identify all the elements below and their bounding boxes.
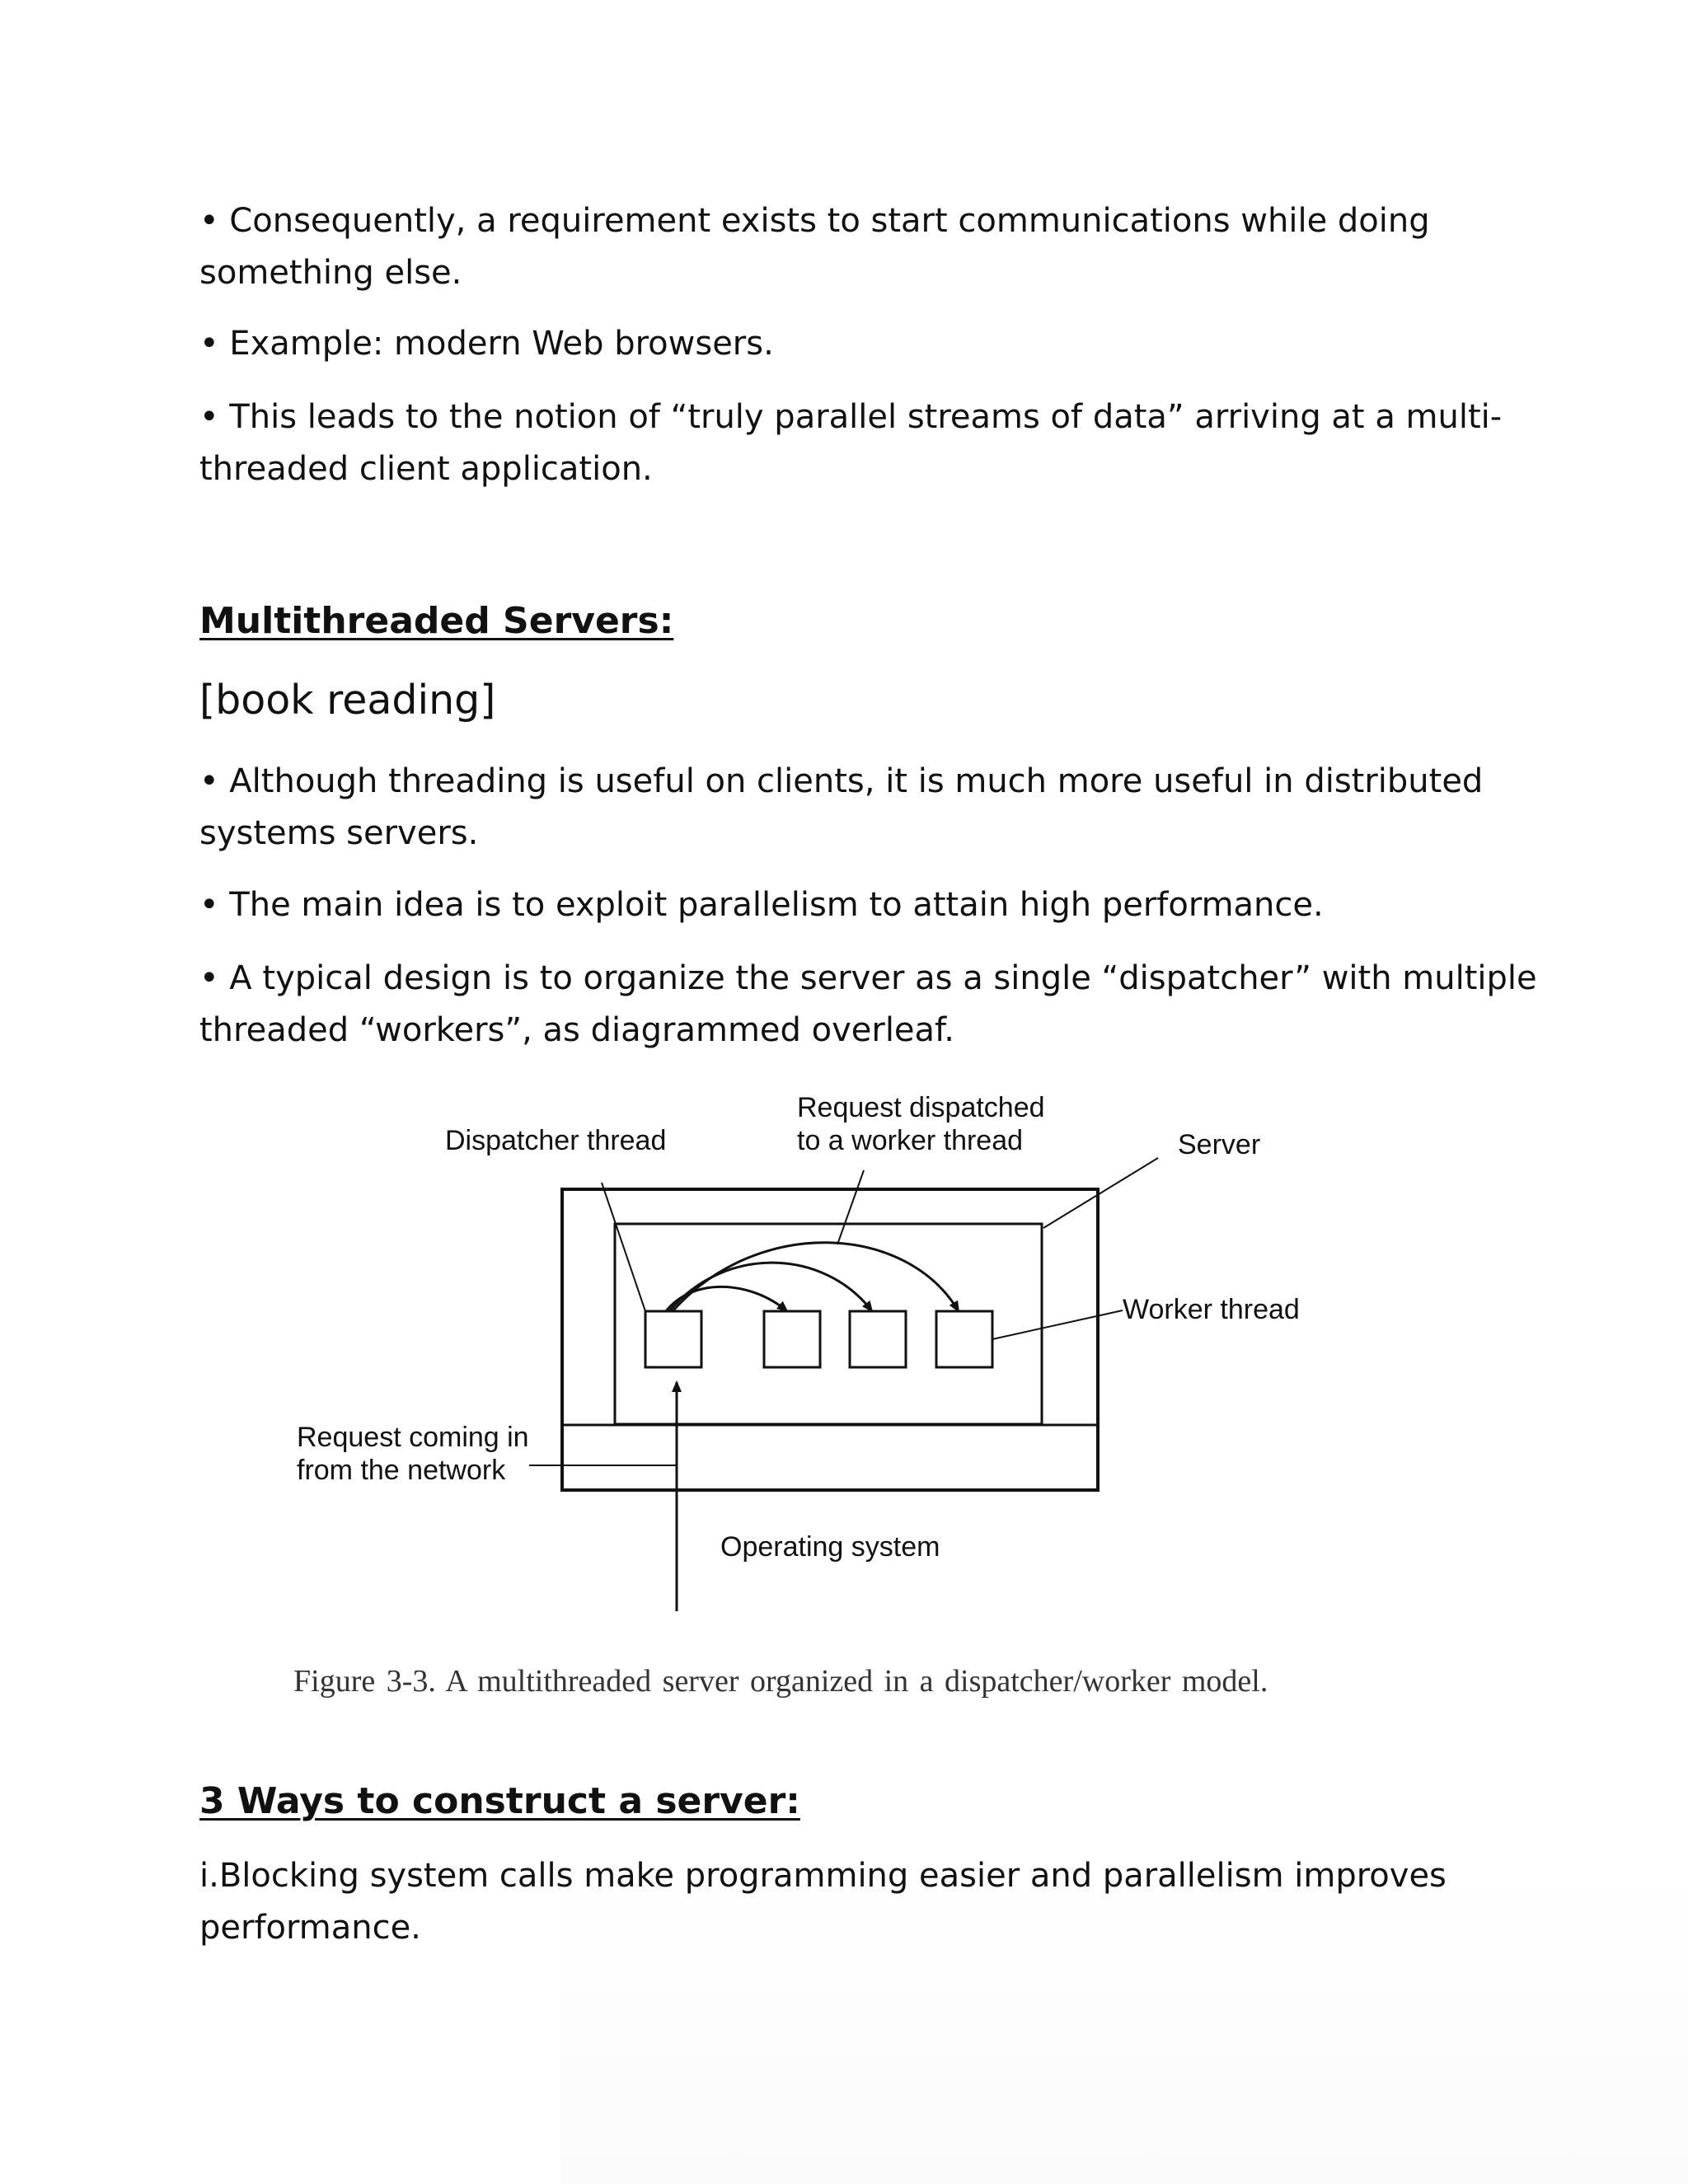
worker-thread-box <box>936 1311 992 1367</box>
paragraph-line: i.Blocking system calls make programming easier and parallelism improves <box>199 1857 1447 1895</box>
worker-thread-leader-line <box>992 1310 1123 1339</box>
paragraph-line: • Consequently, a requirement exists to start communications while doing <box>199 202 1430 240</box>
server-leader-line <box>1043 1158 1158 1228</box>
section-subheading-book-reading: [book reading] <box>199 677 496 724</box>
paragraph-main-idea <box>199 879 1324 931</box>
label-dispatcher-thread: Dispatcher thread <box>445 1125 667 1156</box>
paragraph-line: something else. <box>199 254 462 292</box>
label-request-dispatched: Request dispatched <box>797 1092 1045 1123</box>
dispatcher-leader-line <box>602 1183 645 1311</box>
section-heading-ways-to-construct: 3 Ways to construct a server: <box>199 1780 800 1822</box>
dispatcher-worker-figure <box>280 1092 1327 1628</box>
worker-thread-box <box>850 1311 906 1367</box>
paragraph-line: threaded “workers”, as diagrammed overleaf. <box>199 1011 954 1049</box>
paragraph-parallel-streams <box>199 391 1502 495</box>
request-dispatched-leader-line <box>837 1170 864 1244</box>
paragraph-blocking-system-calls <box>199 1850 1447 1954</box>
label-request-coming: from the network <box>297 1455 506 1486</box>
label-request-dispatched: to a worker thread <box>797 1125 1024 1156</box>
paragraph-consequently <box>199 195 1430 299</box>
paragraph-line: • This leads to the notion of “truly parallel streams of data” arriving at a multi- <box>199 398 1503 436</box>
paragraph-line: performance. <box>199 1909 421 1947</box>
paragraph-line: systems servers. <box>199 814 479 852</box>
paragraph-line: • Example: modern Web browsers. <box>199 325 774 363</box>
dispatch-arrow <box>673 1243 959 1311</box>
dispatcher-worker-diagram <box>280 1092 1327 1628</box>
paragraph-line: threaded client application. <box>199 450 653 488</box>
paragraph-typical-design <box>199 953 1537 1057</box>
label-request-coming: Request coming in <box>297 1422 529 1453</box>
dispatcher-thread-box <box>645 1311 701 1367</box>
label-server: Server <box>1178 1129 1261 1160</box>
label-worker-thread: Worker thread <box>1123 1294 1300 1325</box>
paragraph-line: • A typical design is to organize the server as a single “dispatcher” with multiple <box>199 959 1537 997</box>
figure-caption: Figure 3-3. A multithreaded server organized in a dispatcher/worker model. <box>293 1664 1268 1699</box>
worker-thread-box <box>764 1311 820 1367</box>
server-box <box>562 1189 1098 1490</box>
paragraph-threading-useful <box>199 756 1483 860</box>
paragraph-line: • Although threading is useful on clients, it is much more useful in distributed <box>199 762 1484 800</box>
paragraph-example <box>199 318 774 370</box>
label-operating-system: Operating system <box>720 1531 940 1563</box>
section-heading-multithreaded-servers: Multithreaded Servers: <box>199 600 674 642</box>
paragraph-line: • The main idea is to exploit parallelism to attain high performance. <box>199 886 1324 924</box>
